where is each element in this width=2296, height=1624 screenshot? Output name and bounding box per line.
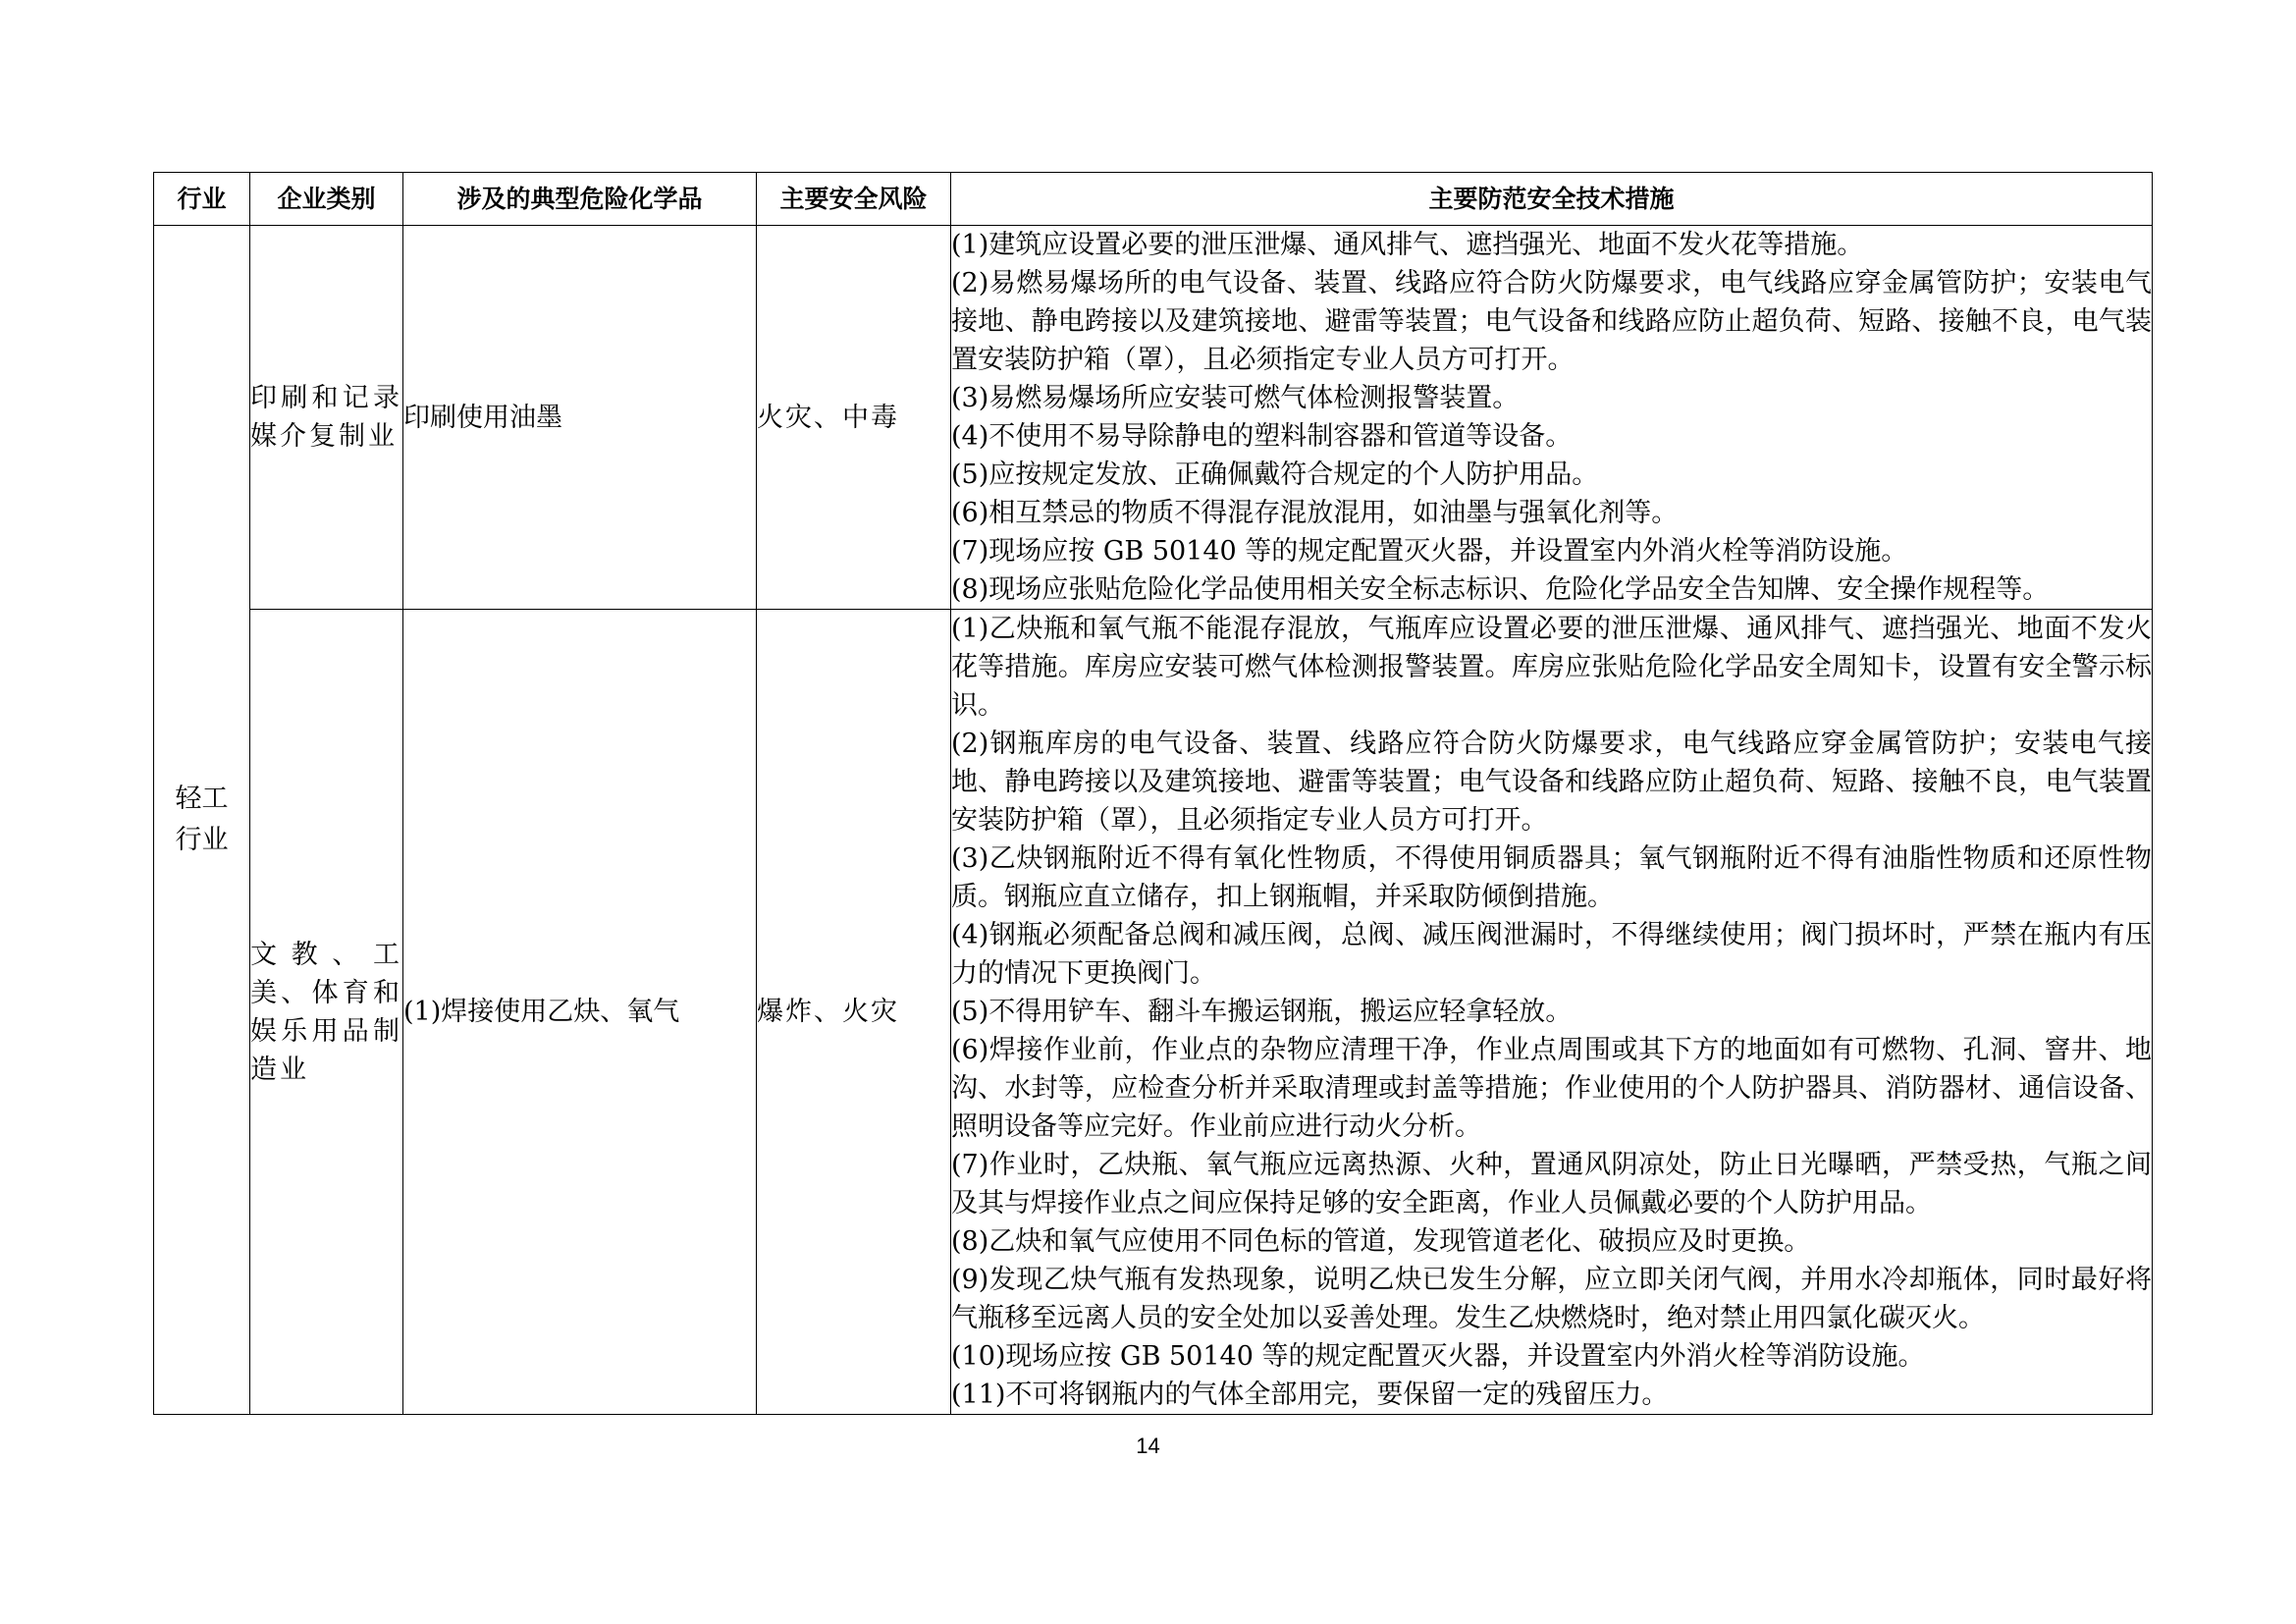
measure-item: (4)不使用不易导除静电的塑料制容器和管道等设备。	[951, 421, 1573, 452]
measure-item: (8)现场应张贴危险化学品使用相关安全标志标识、危险化学品安全告知牌、安全操作规程等。	[951, 574, 2050, 605]
header-chemicals: 涉及的典型危险化学品	[403, 173, 757, 226]
measure-item: (6)相互禁忌的物质不得混存混放混用，如油墨与强氧化剂等。	[951, 498, 1679, 528]
category-cell: 文教、工美、体育和娱乐用品制造业	[250, 610, 403, 1415]
header-industry: 行业	[154, 173, 250, 226]
measure-item: (5)应按规定发放、正确佩戴符合规定的个人防护用品。	[951, 460, 1599, 490]
measure-item: (11)不可将钢瓶内的气体全部用完，要保留一定的残留压力。	[951, 1380, 1669, 1410]
measure-item: (2)易燃易爆场所的电气设备、装置、线路应符合防火防爆要求，电气线路应穿金属管防护；安装电气接地、静电跨接以及建筑接地、避雷等装置；电气设备和线路应防止超负荷、短路、接触不良，电气装置安装防护箱（罩），且必须指定专业人员方可打开。	[951, 268, 2152, 375]
measure-item: (7)作业时，乙炔瓶、氧气瓶应远离热源、火种，置通风阴凉处，防止日光曝晒，严禁受热，气瓶之间及其与焊接作业点之间应保持足够的安全距离，作业人员佩戴必要的个人防护用品。	[951, 1150, 2152, 1218]
hazard-measures-table	[153, 172, 2153, 1415]
risks-cell: 爆炸、火灾	[757, 610, 951, 1415]
page-number: 14	[1136, 1434, 1160, 1458]
chemicals-cell: 印刷使用油墨	[403, 226, 757, 610]
measure-item: (9)发现乙炔气瓶有发热现象，说明乙炔已发生分解，应立即关闭气阀，并用水冷却瓶体，同时最好将气瓶移至远离人员的安全处加以妥善处理。发生乙炔燃烧时，绝对禁止用四氯化碳灭火。	[951, 1265, 2152, 1333]
table-row	[154, 226, 2153, 610]
category-cell: 印刷和记录媒介复制业	[250, 226, 403, 610]
table-header-row	[154, 173, 2153, 226]
measure-item: (1)乙炔瓶和氧气瓶不能混存混放，气瓶库应设置必要的泄压泄爆、通风排气、遮挡强光、地面不发火花等措施。库房应安装可燃气体检测报警装置。库房应张贴危险化学品安全周知卡，设置有安全警示标识。	[951, 614, 2152, 721]
header-measures: 主要防范安全技术措施	[951, 173, 2153, 226]
measure-item: (3)易燃易爆场所应安装可燃气体检测报警装置。	[951, 383, 1520, 413]
risks-cell: 火灾、中毒	[757, 226, 951, 610]
measures-cell	[951, 610, 2153, 1415]
industry-cell	[154, 226, 250, 1415]
measure-item: (7)现场应按 GB 50140 等的规定配置灭火器，并设置室内外消火栓等消防设施。	[951, 536, 1908, 567]
measure-item: (5)不得用铲车、翻斗车搬运钢瓶，搬运应轻拿轻放。	[951, 997, 1573, 1027]
measure-item: (8)乙炔和氧气应使用不同色标的管道，发现管道老化、破损应及时更换。	[951, 1226, 1811, 1257]
industry-label: 轻工行业	[175, 784, 229, 855]
measure-item: (6)焊接作业前，作业点的杂物应清理干净，作业点周围或其下方的地面如有可燃物、孔洞、窨井、地沟、水封等，应检查分析并采取清理或封盖等措施；作业使用的个人防护器具、消防器材、通信设备、照明设备等应完好。作业前应进行动火分析。	[951, 1035, 2152, 1142]
measure-item: (3)乙炔钢瓶附近不得有氧化性物质，不得使用铜质器具；氧气钢瓶附近不得有油脂性物质和还原性物质。钢瓶应直立储存，扣上钢瓶帽，并采取防倾倒措施。	[951, 843, 2152, 912]
chemicals-cell: (1)焊接使用乙炔、氧气	[403, 610, 757, 1415]
header-risks: 主要安全风险	[757, 173, 951, 226]
measure-item: (1)建筑应设置必要的泄压泄爆、通风排气、遮挡强光、地面不发火花等措施。	[951, 230, 1864, 260]
table-row	[154, 610, 2153, 1415]
header-category: 企业类别	[250, 173, 403, 226]
measure-item: (2)钢瓶库房的电气设备、装置、线路应符合防火防爆要求，电气线路应穿金属管防护；安装电气接地、静电跨接以及建筑接地、避雷等装置；电气设备和线路应防止超负荷、短路、接触不良，电气装置安装防护箱（罩），且必须指定专业人员方可打开。	[951, 729, 2152, 836]
measures-cell	[951, 226, 2153, 610]
measure-item: (10)现场应按 GB 50140 等的规定配置灭火器，并设置室内外消火栓等消防设施。	[951, 1341, 1925, 1372]
measure-item: (4)钢瓶必须配备总阀和减压阀，总阀、减压阀泄漏时，不得继续使用；阀门损坏时，严禁在瓶内有压力的情况下更换阀门。	[951, 920, 2152, 989]
